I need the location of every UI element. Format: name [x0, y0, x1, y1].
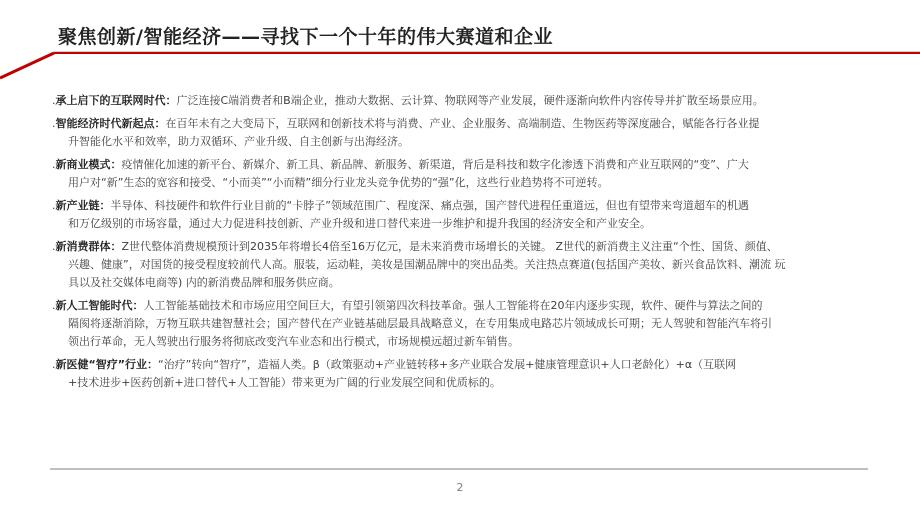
- paragraph-line: 领出行革命，无人驾驶出行服务将彻底改变汽车业态和出行模式，市场规模远超过新车销售。: [68, 335, 519, 348]
- paragraph-internet-era: [52, 92, 882, 110]
- paragraph-lead: 承上启下的互联网时代：: [55, 94, 177, 107]
- paragraph-line: 升智能化水平和效率，助力双循环、产业升级、自主创新与出海经济。: [68, 135, 409, 148]
- paragraph-new-consumers: [52, 238, 882, 292]
- paragraph-line: [52, 115, 882, 133]
- paragraph-lead: 智能经济时代新起点：: [55, 117, 166, 130]
- paragraph-text: 人工智能基础技术和市场应用空间巨大，有望引领第四次科技革命。强人工智能将在20年内逐步实现，软件、硬件与算法之间的: [143, 299, 763, 312]
- paragraph-smart-economy: [52, 115, 882, 151]
- paragraph-new-business-model: [52, 156, 882, 192]
- paragraph-text: 半导体、科技硬件和软件行业目前的“卡脖子”领域范围广、程度深、痛点强，国产替代进程任重道远，但也有望带来弯道超车的机遇: [110, 199, 749, 212]
- paragraph-line: [52, 356, 882, 374]
- paragraph-line: [52, 156, 882, 174]
- paragraph-line: [52, 238, 882, 256]
- content-body: [52, 92, 882, 397]
- paragraph-text: 疫情催化加速的新平台、新媒介、新工具、新品牌、新服务、新渠道，背后是科技和数字化渗透下消费和产业互联网的“变”、广大: [121, 158, 749, 171]
- paragraph-new-ai-era: [52, 297, 882, 351]
- paragraph-line: 具以及社交媒体电商等) 内的新消费品牌和服务供应商。: [68, 276, 340, 289]
- paragraph-lead: 新人工智能时代：: [55, 299, 144, 312]
- paragraph-line: 隔阂将逐渐消除，万物互联共建智慧社会；国产替代在产业链基础层最具战略意义，在专用集成电路芯片领域成长可期；无人驾驶和智能汽车将引: [68, 317, 772, 330]
- bullet-dot: .: [52, 117, 56, 130]
- paragraph-line: [52, 92, 882, 110]
- paragraph-line: [52, 297, 882, 315]
- paragraph-lead: 新商业模式：: [55, 158, 122, 171]
- paragraph-new-healthcare: [52, 356, 882, 392]
- bullet-dot: .: [52, 358, 56, 371]
- paragraph-lead: 新消费群体：: [55, 240, 122, 253]
- paragraph-line: [52, 197, 882, 215]
- slide-title: 聚焦创新/智能经济——寻找下一个十年的伟大赛道和企业: [58, 26, 553, 48]
- bullet-dot: .: [52, 94, 56, 107]
- paragraph-line: +技术进步+医药创新+进口替代+人工智能）带来更为广阔的行业发展空间和优质标的。: [68, 376, 501, 389]
- bullet-dot: .: [52, 299, 56, 312]
- bullet-dot: .: [52, 240, 56, 253]
- paragraph-line: 用户对“新”生态的宽容和接受、“小而美”“小而精”细分行业龙头竞争优势的“强”化，这些行业趋势将不可逆转。: [68, 176, 609, 189]
- paragraph-new-industry-chain: [52, 197, 882, 233]
- corner-accent-stroke: [0, 53, 54, 78]
- paragraph-lead: 新产业链：: [55, 199, 111, 212]
- title-underline-rule: [0, 0, 920, 80]
- page-number: 2: [456, 481, 464, 494]
- bullet-dot: .: [52, 158, 56, 171]
- paragraph-text: 在百年未有之大变局下，互联网和创新技术将与消费、产业、企业服务、高端制造、生物医药等深度融合，赋能各行各业提: [165, 117, 760, 130]
- paragraph-lead: 新医健“智疗”行业：: [55, 358, 158, 371]
- paragraph-line: 兴趣、健康”，对国货的接受程度较前代人高。服装，运动鞋，美妆是国潮品牌中的突出品类。关注热点赛道(包括国产美妆、新兴食品饮料、潮流 玩: [68, 258, 786, 271]
- bullet-dot: .: [52, 199, 56, 212]
- paragraph-text: Z世代整体消费规模预计到2035年将增长4倍至16万亿元，是未来消费市场增长的关键。 Z世代的新消费主义注重“个性、国货、颜值、: [121, 240, 778, 253]
- paragraph-text: “治疗”转向“智疗”，造福人类。β（政策驱动+产业链转移+多产业联合发展+健康管理意识+人口老龄化）+α（互联网: [157, 358, 737, 371]
- paragraph-line: 和万亿级别的市场容量，通过大力促进科技创新、产业升级和进口替代来进一步维护和提升我国的经济安全和产业安全。: [68, 217, 651, 230]
- paragraph-text: 广泛连接C端消费者和B端企业，推动大数据、云计算、物联网等产业发展，硬件逐渐向软件内容传导并扩散至场景应用。: [176, 94, 764, 107]
- footer-divider: [50, 468, 868, 470]
